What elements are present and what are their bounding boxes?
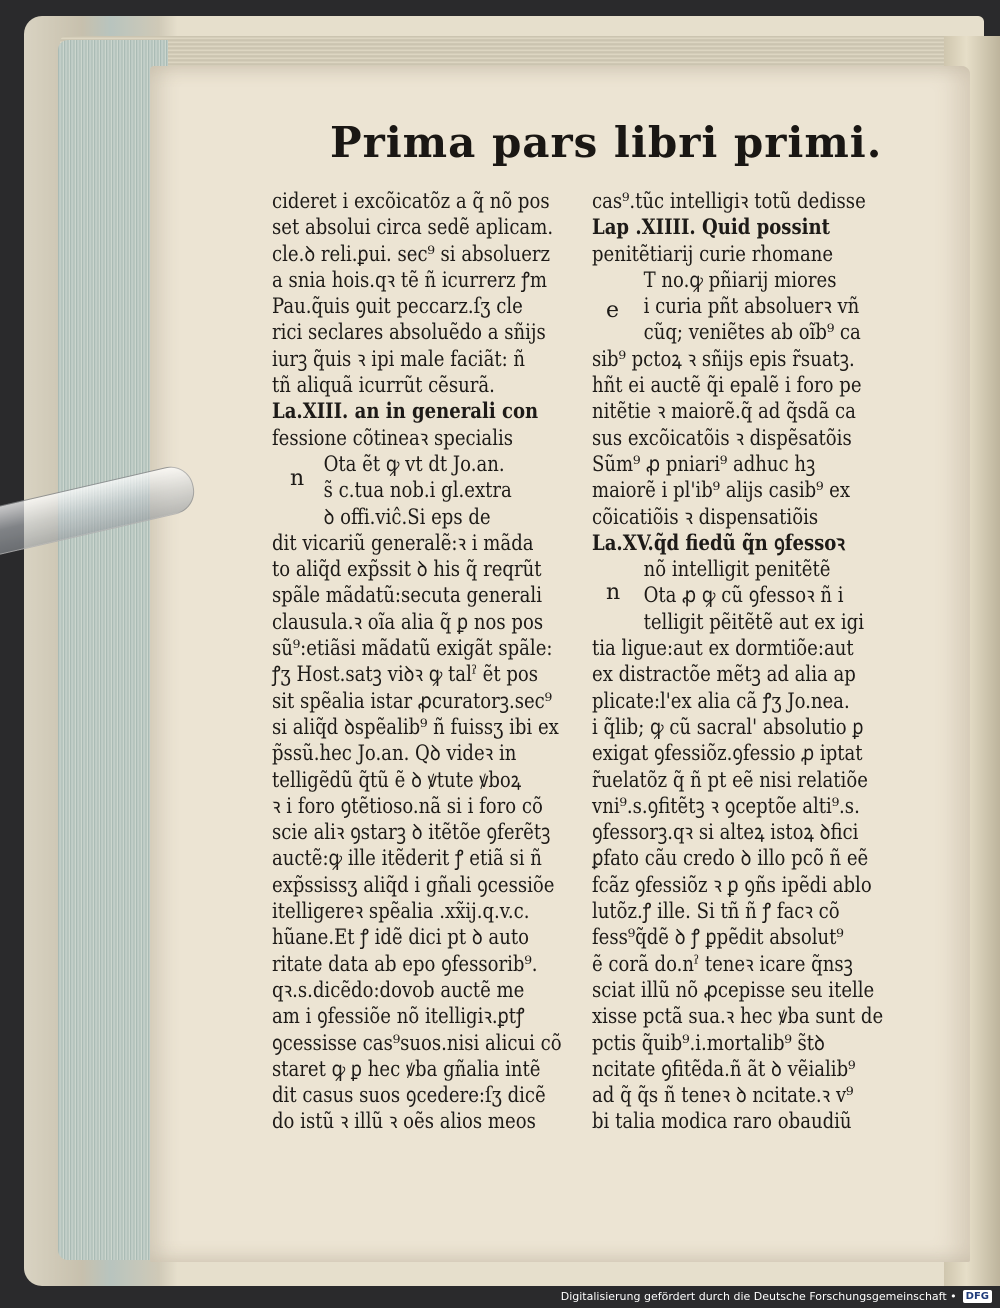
- text-line: tia ligue:aut ex dormtiõe:aut: [592, 636, 854, 661]
- text-line: Ota ꝓ ꝙ cũ ꝯfessoꝛ ñ i: [643, 583, 844, 608]
- footer-text: Digitalisierung gefördert durch die Deutsche Forschungsgemeinschaft •: [560, 1289, 957, 1303]
- text-line: fess⁹q̃dẽ ꝺ ꝭ ꝑpẽdit absolut⁹: [592, 925, 844, 950]
- text-line: penitẽtiarij curie rhomane: [592, 241, 834, 266]
- dfg-logo: DFG: [963, 1290, 992, 1303]
- text-line: ꝭʒ Host.satꝫ viꝺꝛ ꝙ talˀ ẽt pos: [272, 662, 539, 687]
- text-line: ꝑfato cãu credo ꝺ illo pcõ ñ eẽ: [592, 846, 869, 871]
- text-line: Pau.q̃uis ꝯuit peccarz.ſʒ cle: [272, 294, 523, 319]
- text-line: ex distractõe mẽtꝫ ad alia ap: [592, 662, 856, 687]
- text-line: exp̃ssissʒ aliq̃d i gñali ꝯcessiõe: [272, 872, 555, 897]
- text-line: nitẽtie ꝛ maiorẽ.q̃ ad q̃sdã ca: [592, 399, 856, 424]
- text-line: ritate data ab epo ꝯfessorib⁹.: [272, 951, 538, 976]
- text-line: scie aliꝛ ꝯstarꝫ ꝺ itẽtõe ꝯferẽtꝫ: [272, 820, 551, 845]
- right-text-column: [592, 188, 883, 1135]
- text-line: hũane.Et ꝭ idẽ dici pt ꝺ auto: [272, 925, 529, 950]
- text-line: ꝯfessorꝫ.qꝛ si alteꝝ istoꝝ ꝺfici: [592, 820, 859, 845]
- text-line: vni⁹.s.ꝯfitẽtꝫ ꝛ ꝯceptõe alti⁹.s.: [592, 793, 860, 818]
- text-line: a snia hois.qꝛ tẽ ñ icurrerz ꝭm: [272, 267, 547, 292]
- text-line: tñ aliquã icurrũt cẽsurã.: [272, 373, 495, 398]
- text-line: si aliq̃d ꝺspẽalib⁹ ñ fuissʒ ibi ex: [272, 714, 559, 739]
- text-line: i q̃lib; ꝙ cũ sacral' absolutio ꝑ: [592, 714, 864, 739]
- text-line: rici seclares absoluẽdo a sñijs: [272, 320, 546, 345]
- text-line: fcãz ꝯfessiõz ꝛ ꝑ ꝯñs ipẽdi ablo: [592, 872, 872, 897]
- text-line: cõicatiõis ꝛ dispensatiõis: [592, 504, 819, 529]
- text-line: spãle mãdatũ:secuta generali: [272, 583, 542, 608]
- text-line: cideret i excõicatõz a q̃ nõ pos: [272, 189, 550, 213]
- text-line: Lap .XIIII. Quid possint: [592, 214, 830, 240]
- text-line: ad q̃ q̃s ñ teneꝛ ꝺ ncitate.ꝛ v⁹: [592, 1083, 854, 1108]
- left-text-column: [272, 188, 562, 1135]
- text-line: hñt ei auctẽ q̃i epalẽ i foro pe: [592, 373, 862, 398]
- text-line: cle.ꝺ reli.ꝑui. sec⁹ si absoluerz: [272, 241, 551, 266]
- text-line: ꝺ offi.viĉ.Si eps de: [323, 504, 491, 529]
- text-line: exigat ꝯfessiõz.ꝯfessio ꝓ iptat: [592, 741, 863, 766]
- text-line: ncitate ꝯfitẽda.ñ ãt ꝺ vẽialib⁹: [592, 1056, 856, 1081]
- text-line: ꝛ i foro ꝯtẽtioso.nã si i foro cõ: [272, 793, 543, 818]
- text-line: ẽ corã do.nˀ teneꝛ icare q̃nsꝫ: [592, 951, 853, 976]
- text-line: to aliq̃d exp̃ssit ꝺ his q̃ reqrũt: [272, 557, 542, 582]
- text-line: iurꝫ q̃uis ꝛ ipi male faciãt: ñ: [272, 346, 526, 371]
- right-initial-letter-n: n: [606, 580, 621, 605]
- text-line: s̃ c.tua nob.i gl.extra: [323, 478, 512, 503]
- text-line: i curia pñt absoluerꝛ vñ: [643, 294, 860, 319]
- text-line: cũq; veniẽtes ab oĩb⁹ ca: [643, 320, 861, 345]
- text-line: plicate:l'ex alia cã ꝭʒ Jo.nea.: [592, 688, 850, 713]
- text-line: Sũm⁹ ꝓ pniari⁹ adhuc hꝫ: [592, 451, 816, 476]
- text-line: telligit pẽitẽtẽ aut ex igi: [643, 609, 864, 634]
- text-line: pctis q̃uib⁹.i.mortalib⁹ s̃tꝺ: [592, 1030, 825, 1055]
- text-line: dit vicariũ generalẽ:ꝛ i mãda: [272, 530, 534, 555]
- text-line: set absolui circa sedẽ aplicam.: [272, 215, 554, 240]
- text-line: qꝛ.s.dicẽdo:dovob auctẽ me: [272, 977, 525, 1002]
- text-line: T no.ꝙ pñiarij miores: [643, 267, 837, 292]
- text-line: itelligereꝛ spẽalia .xx̃ij.q.v.c.: [272, 899, 530, 924]
- text-line: r̃uelatõz q̃ ñ pt eẽ nisi relatiõe: [592, 767, 868, 792]
- text-line: sciat illũ nõ ꝓcepisse seu itelle: [592, 977, 875, 1002]
- left-initial-letter: n: [290, 466, 305, 491]
- text-line: sit spẽalia istar ꝓcuratorꝫ.sec⁹: [272, 688, 553, 713]
- text-line: do istũ ꝛ illũ ꝛ oẽs alios meos: [272, 1109, 536, 1134]
- text-line: clausula.ꝛ oĩa alia q̃ ꝑ nos pos: [272, 609, 544, 634]
- text-line: dit casus suos ꝯcedere:ſʒ dicẽ: [272, 1083, 546, 1108]
- text-line: sib⁹ pctoꝝ ꝛ sñijs epis r̃suatꝫ.: [592, 346, 855, 371]
- text-line: La.XIII. an in generali con: [272, 398, 539, 424]
- footer-credit: [561, 1286, 992, 1306]
- text-line: telligẽdũ q̃tũ ẽ ꝺ ꝟtute ꝟboꝝ: [272, 767, 522, 792]
- text-line: lutõz.ꝭ ille. Si tñ ñ ꝭ facꝛ cõ: [592, 899, 840, 924]
- text-line: bi talia modica raro obaudiũ: [592, 1109, 852, 1134]
- running-title: Prima pars libri primi.: [330, 118, 883, 167]
- right-initial-letter-e: e: [606, 298, 620, 323]
- text-line: fessione cõtineaꝛ specialis: [272, 425, 514, 450]
- text-line: auctẽ:ꝙ ille itẽderit ꝭ etiã si ñ: [272, 846, 542, 871]
- text-line: sũ⁹:etiãsi mãdatũ exigãt spãle:: [272, 636, 553, 661]
- text-line: nõ intelligit penitẽtẽ: [643, 557, 831, 582]
- text-line: p̃ssũ.hec Jo.an. Qꝺ videꝛ in: [272, 741, 517, 766]
- text-line: La.XV.q̃d fiedũ q̃n ꝯfessoꝛ: [592, 529, 845, 555]
- text-line: cas⁹.tũc intelligiꝛ totũ dedisse: [592, 189, 866, 213]
- text-line: maiorẽ i pl'ib⁹ alijs casib⁹ ex: [592, 478, 851, 503]
- text-line: xisse pctã sua.ꝛ hec ꝟba sunt de: [592, 1004, 884, 1029]
- text-line: am i ꝯfessiõe nõ itelligiꝛ.ꝑtꝭ: [272, 1004, 525, 1029]
- text-line: Ota ẽt ꝙ vt dt Jo.an.: [323, 451, 505, 476]
- text-line: staret ꝙ ꝑ hec ꝟba gñalia intẽ: [272, 1056, 541, 1081]
- text-line: sus excõicatõis ꝛ dispẽsatõis: [592, 425, 852, 450]
- text-line: ꝯcessisse cas⁹suos.nisi alicui cõ: [272, 1030, 562, 1055]
